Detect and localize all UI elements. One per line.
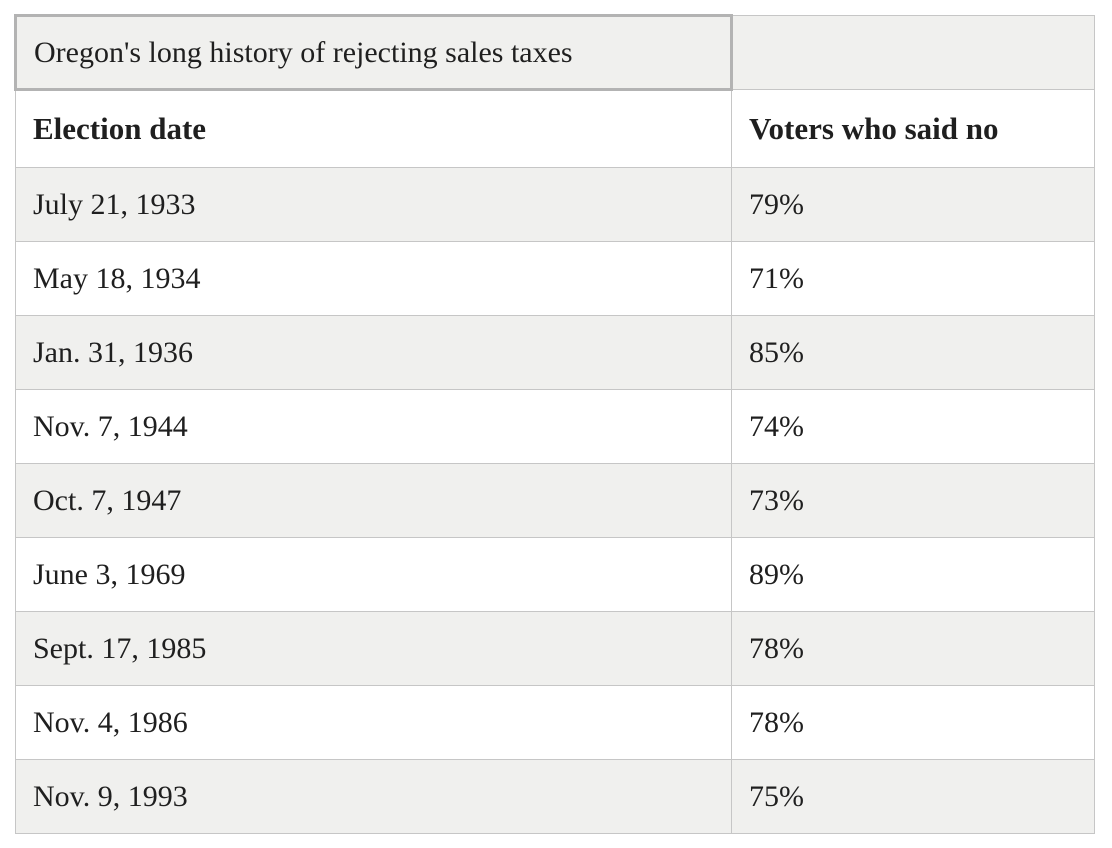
header-row — [16, 90, 1095, 168]
cell-election-date: July 21, 1933 — [16, 168, 732, 242]
cell-voters-no: 75% — [732, 760, 1095, 834]
cell-election-date: Sept. 17, 1985 — [16, 612, 732, 686]
table-row — [16, 612, 1095, 686]
table-row — [16, 242, 1095, 316]
column-header-election-date: Election date — [16, 90, 732, 168]
cell-voters-no: 79% — [732, 168, 1095, 242]
table-row — [16, 390, 1095, 464]
cell-election-date: Nov. 7, 1944 — [16, 390, 732, 464]
cell-voters-no: 89% — [732, 538, 1095, 612]
column-header-voters-no: Voters who said no — [732, 90, 1095, 168]
cell-voters-no: 71% — [732, 242, 1095, 316]
table-row — [16, 464, 1095, 538]
cell-election-date: Jan. 31, 1936 — [16, 316, 732, 390]
caption-row — [16, 16, 1095, 90]
cell-election-date: May 18, 1934 — [16, 242, 732, 316]
caption-spacer-cell — [732, 16, 1095, 90]
cell-voters-no: 78% — [732, 612, 1095, 686]
cell-voters-no: 78% — [732, 686, 1095, 760]
table-container — [14, 14, 1095, 834]
table-row — [16, 538, 1095, 612]
cell-election-date: Nov. 4, 1986 — [16, 686, 732, 760]
cell-voters-no: 85% — [732, 316, 1095, 390]
table-row — [16, 316, 1095, 390]
cell-voters-no: 74% — [732, 390, 1095, 464]
cell-election-date: Nov. 9, 1993 — [16, 760, 732, 834]
cell-voters-no: 73% — [732, 464, 1095, 538]
table-row — [16, 760, 1095, 834]
cell-election-date: Oct. 7, 1947 — [16, 464, 732, 538]
sales-tax-history-table — [14, 14, 1095, 834]
table-title: Oregon's long history of rejecting sales taxes — [16, 16, 732, 90]
table-row — [16, 686, 1095, 760]
table-row — [16, 168, 1095, 242]
cell-election-date: June 3, 1969 — [16, 538, 732, 612]
